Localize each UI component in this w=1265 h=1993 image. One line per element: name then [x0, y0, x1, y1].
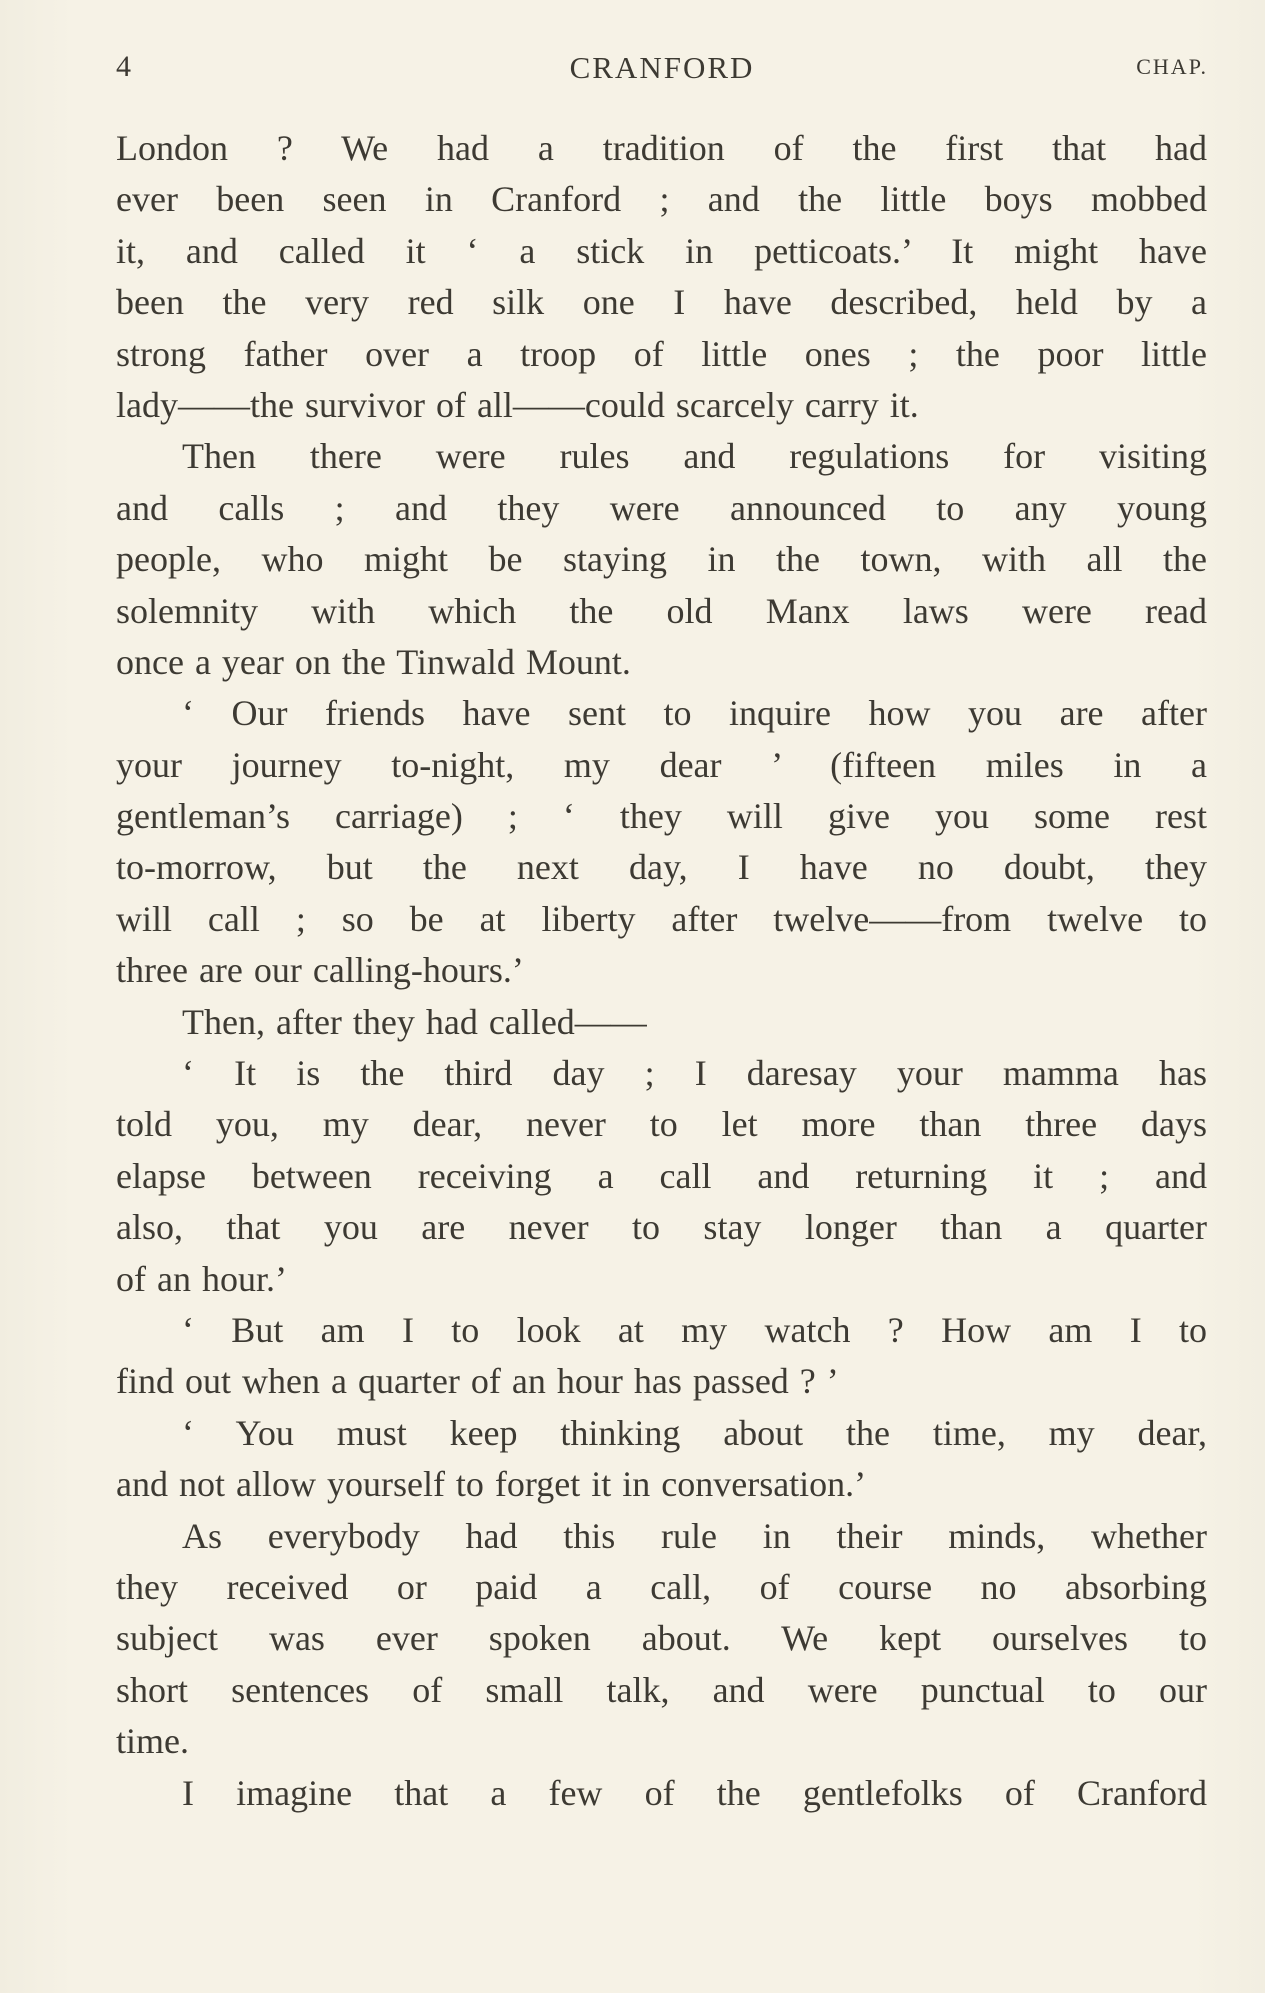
chapter-marker: CHAP.: [1136, 54, 1208, 79]
running-title: CRANFORD: [569, 50, 755, 85]
text-line: strong father over a troop of little ones ; the poor little: [116, 333, 1207, 374]
text-line: of an hour.’: [116, 1258, 287, 1299]
text-line: ‘ You must keep thinking about the time, my dear,: [182, 1412, 1207, 1453]
body-text: [116, 123, 1207, 1819]
text-line: I imagine that a few of the gentlefolks of Cranford: [182, 1772, 1207, 1813]
text-line: Then there were rules and regulations for visiting: [182, 436, 1207, 477]
text-line: subject was ever spoken about. We kept ourselves to: [116, 1618, 1207, 1659]
text-line: they received or paid a call, of course no absorbing: [116, 1566, 1207, 1607]
text-line: elapse between receiving a call and returning it ; and: [116, 1155, 1207, 1196]
text-line: it, and called it ‘ a stick in petticoats.’ It might have: [116, 230, 1207, 271]
text-line: been the very red silk one I have described, held by a: [116, 282, 1207, 323]
text-line: will call ; so be at liberty after twelve——from twelve to: [116, 898, 1207, 939]
running-head: [116, 50, 1208, 94]
text-line: short sentences of small talk, and were punctual to our: [116, 1669, 1207, 1710]
text-line: Then, after they had called——: [182, 1001, 647, 1042]
text-line: and calls ; and they were announced to any young: [116, 487, 1207, 528]
text-line: ever been seen in Cranford ; and the little boys mobbed: [116, 179, 1207, 220]
text-line: once a year on the Tinwald Mount.: [116, 641, 631, 682]
text-line: As everybody had this rule in their minds, whether: [182, 1515, 1207, 1556]
text-line: ‘ But am I to look at my watch ? How am I to: [182, 1309, 1207, 1350]
text-line: find out when a quarter of an hour has passed ? ’: [116, 1361, 839, 1402]
text-line: people, who might be staying in the town, with all the: [116, 539, 1207, 580]
text-line: ‘ It is the third day ; I daresay your mamma has: [182, 1053, 1207, 1094]
text-line: solemnity with which the old Manx laws were read: [116, 590, 1207, 631]
text-line: gentleman’s carriage) ; ‘ they will give you some rest: [116, 796, 1207, 837]
text-line: time.: [116, 1721, 189, 1762]
text-line: three are our calling-hours.’: [116, 950, 524, 991]
text-line: ‘ Our friends have sent to inquire how you are after: [182, 693, 1207, 734]
text-line: also, that you are never to stay longer than a quarter: [116, 1207, 1207, 1248]
text-line: and not allow yourself to forget it in conversation.’: [116, 1464, 867, 1505]
text-line: to-morrow, but the next day, I have no doubt, they: [116, 847, 1207, 888]
text-line: told you, my dear, never to let more than three days: [116, 1104, 1207, 1145]
text-line: London ? We had a tradition of the first that had: [116, 128, 1207, 168]
text-line: your journey to-night, my dear ’ (fifteen miles in a: [116, 744, 1207, 785]
page-number: 4: [116, 50, 132, 83]
text-line: lady——the survivor of all——could scarcely carry it.: [116, 384, 919, 425]
